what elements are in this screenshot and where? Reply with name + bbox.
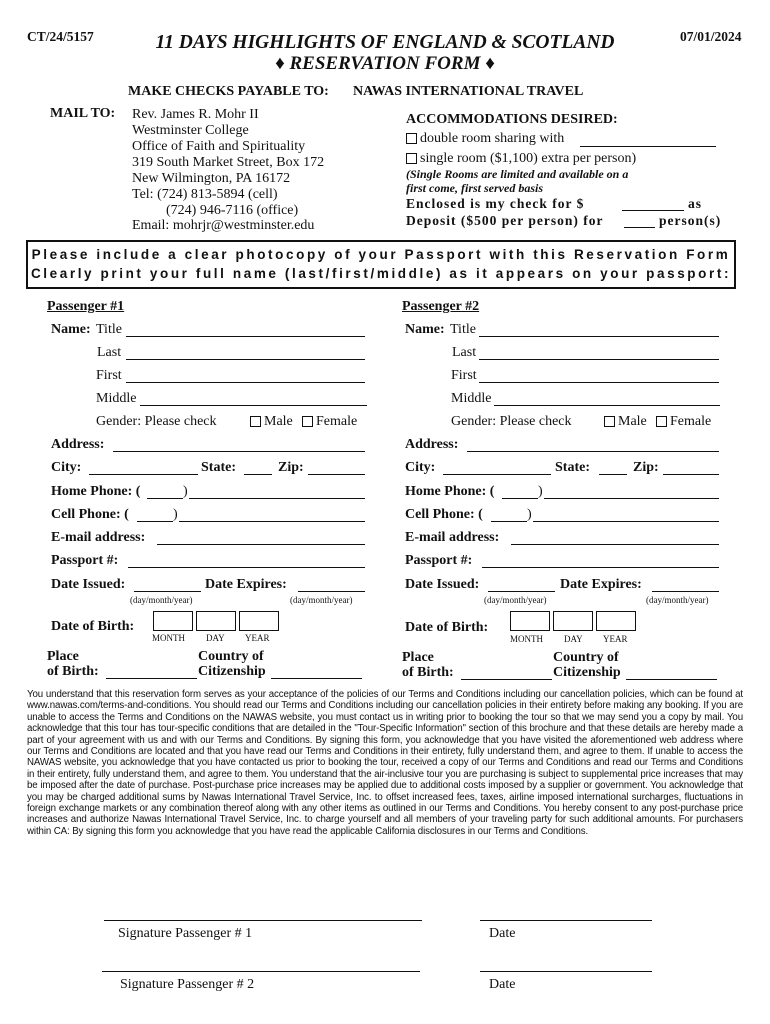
p1-dob-year-box[interactable]: [239, 611, 279, 631]
p2-cell-phone-field[interactable]: [533, 521, 719, 522]
payable-label: MAKE CHECKS PAYABLE TO:: [128, 84, 329, 99]
mail-line: 319 South Market Street, Box 172: [132, 155, 325, 170]
terms-paragraph: You understand that this reservation form serves as your acceptance of the policies of our Terms and Conditions including our cancellation policies, which can be found at www.nawas.com/terms-and-conditions. You should read our Terms and Conditions including our cancellation policies in their entirety before making any booking. If you are unable to access the Terms and Conditions on the NAWAS website, you must contact us in writing prior to booking the tour so that we may send you a copy by mail. You acknowledge that this tour has tour-specific conditions that are detailed in the "Tour-Specific Information" section of this brochure and that these details are hereby made a part of your agreement with us and with our Terms and Conditions. By signing this form, you acknowledge that you have visited the aforementioned web address where our Terms and Conditions are located and that you have read our Terms and Conditions in their entirety, fully understand them, and agree to them. If unable to access the NAWAS website, you acknowledge that you have contacted us prior to booking the tour, received a copy of our Terms and Conditions and read our Terms and Conditions in their entirety, fully understand them, and agree to them. You understand that the air-inclusive tour you are purchasing is subject to supplemental price increases that may be imposed after the date of purchase. Post-purchase price increases may be applied due to additional costs imposed by a supplier or government. You acknowledge that you may be charged additional sums by Nawas International Travel Service, Inc. to offset increased fees, taxes, airline imposed international surcharges, fluctuations in foreign exchange markets or any combination thereof along with any other items as outlined in our Terms and Conditions. You hereby consent to any post-purchase price increases and authorize Nawas International Travel Service, Inc. to charge yourself and all members of your traveling party for such additional amounts. For purchasers within CA: By signing this form you acknowledge that you have read the applicable California disclosures in our Terms and Conditions.: [27, 689, 743, 837]
p1-home-area-code[interactable]: [147, 498, 183, 499]
state-label: State:: [555, 460, 590, 475]
p2-citizenship-field[interactable]: [626, 679, 717, 680]
address-label: Address:: [405, 437, 459, 452]
checkbox[interactable]: [656, 416, 667, 427]
citizenship-label: Citizenship: [198, 664, 266, 679]
persons-count-field[interactable]: [624, 227, 655, 228]
p1-email-field[interactable]: [157, 544, 365, 545]
year-label: YEAR: [603, 634, 628, 644]
p1-dob-day-box[interactable]: [196, 611, 236, 631]
state-label: State:: [201, 460, 236, 475]
name-label: Name:: [51, 322, 91, 337]
dob-label: Date of Birth:: [405, 620, 489, 635]
page-subtitle: ♦ RESERVATION FORM ♦: [275, 53, 495, 74]
single-room-note: (Single Rooms are limited and available on a: [406, 167, 629, 181]
passenger1-heading: Passenger #1: [47, 299, 125, 314]
p1-cell-phone-field[interactable]: [179, 521, 365, 522]
middle-label: Middle: [451, 391, 492, 406]
p1-state-field[interactable]: [244, 474, 272, 475]
date-expires-label: Date Expires:: [560, 577, 642, 592]
citizenship-label: Citizenship: [553, 665, 621, 680]
of-birth-label: of Birth:: [402, 665, 454, 680]
middle-label: Middle: [96, 391, 137, 406]
checkbox[interactable]: [406, 133, 417, 144]
address-label: Address:: [51, 437, 105, 452]
month-label: MONTH: [510, 634, 543, 644]
country-of-label: Country of: [553, 650, 619, 665]
place-label: Place: [402, 650, 434, 665]
p1-zip-field[interactable]: [308, 474, 365, 475]
p2-city-field[interactable]: [443, 474, 551, 475]
p2-dob-year-box[interactable]: [596, 611, 636, 631]
p2-dob-day-box[interactable]: [553, 611, 593, 631]
checkbox[interactable]: [406, 153, 417, 164]
single-room-note: first come, first served basis: [406, 181, 543, 195]
p1-city-field[interactable]: [89, 474, 198, 475]
p2-first-field[interactable]: [479, 382, 719, 383]
p2-email-field[interactable]: [511, 544, 719, 545]
dmy-hint: (day/month/year): [484, 595, 547, 605]
signature1-label: Signature Passenger # 1: [118, 926, 253, 941]
p1-middle-field[interactable]: [140, 405, 367, 406]
p1-address-field[interactable]: [113, 451, 365, 452]
deposit-label: Deposit ($500 per person) for: [406, 213, 604, 228]
email-label: E-mail address:: [405, 530, 500, 545]
date1-line[interactable]: [480, 920, 652, 921]
title-label: Title: [96, 322, 122, 337]
p1-female-option[interactable]: Female: [302, 414, 357, 430]
p2-female-option[interactable]: Female: [656, 414, 711, 430]
passport-notice-line2: Clearly print your full name (last/first/middle) as it appears on your passport:: [30, 266, 732, 281]
passport-notice: [26, 240, 736, 289]
p2-male-option[interactable]: Male: [604, 414, 647, 430]
p2-date-issued-field[interactable]: [488, 591, 555, 592]
check-amount-field[interactable]: [622, 210, 684, 211]
deposit-persons: person(s): [659, 213, 722, 228]
city-label: City:: [405, 460, 436, 475]
mail-to-label: MAIL TO:: [50, 106, 116, 121]
home-phone-label: Home Phone: (: [51, 484, 141, 499]
date-issued-label: Date Issued:: [405, 577, 480, 592]
double-room-field[interactable]: [580, 146, 716, 147]
passenger2-heading: Passenger #2: [402, 299, 480, 314]
p1-first-field[interactable]: [126, 382, 365, 383]
mail-line: (724) 946-7116 (office): [166, 203, 299, 218]
p2-dob-month-box[interactable]: [510, 611, 550, 631]
p2-last-field[interactable]: [479, 359, 719, 360]
paren: ): [173, 507, 178, 522]
last-label: Last: [97, 345, 122, 360]
p1-date-issued-field[interactable]: [134, 591, 201, 592]
gender-label: Gender: Please check: [96, 414, 217, 429]
zip-label: Zip:: [278, 460, 304, 475]
signature2-line[interactable]: [102, 971, 420, 972]
p1-male-option[interactable]: Male: [250, 414, 293, 430]
date-issued-label: Date Issued:: [51, 577, 126, 592]
dob-label: Date of Birth:: [51, 619, 135, 634]
checkbox[interactable]: [250, 416, 261, 427]
mail-line: Office of Faith and Spirituality: [132, 139, 306, 154]
p1-last-field[interactable]: [126, 359, 365, 360]
p2-home-phone-field[interactable]: [544, 498, 719, 499]
paren: ): [183, 484, 188, 499]
gender-label: Gender: Please check: [451, 414, 572, 429]
p1-date-expires-field[interactable]: [298, 591, 365, 592]
p2-date-expires-field[interactable]: [652, 591, 719, 592]
last-label: Last: [452, 345, 477, 360]
email-label: E-mail address:: [51, 530, 146, 545]
double-room-option[interactable]: double room sharing with: [406, 131, 564, 147]
date2-line[interactable]: [480, 971, 652, 972]
p2-middle-field[interactable]: [494, 405, 720, 406]
title-label: Title: [450, 322, 476, 337]
p2-place-of-birth-field[interactable]: [461, 679, 552, 680]
of-birth-label: of Birth:: [47, 664, 99, 679]
enclosed-label: Enclosed is my check for $: [406, 196, 585, 211]
date-expires-label: Date Expires:: [205, 577, 287, 592]
mail-line: Email: mohrjr@westminster.edu: [132, 218, 315, 233]
first-label: First: [96, 368, 122, 383]
mail-line: New Wilmington, PA 16172: [132, 171, 291, 186]
dmy-hint: (day/month/year): [290, 595, 353, 605]
first-label: First: [451, 368, 477, 383]
single-room-option[interactable]: single room ($1,100) extra per person): [406, 151, 636, 167]
p2-title-field[interactable]: [479, 336, 719, 337]
enclosed-as: as: [688, 196, 703, 211]
p2-passport-field[interactable]: [482, 567, 719, 568]
passport-notice-line1: Please include a clear photocopy of your Passport with this Reservation Form: [31, 247, 731, 262]
year-label: YEAR: [245, 633, 270, 643]
paren: ): [527, 507, 532, 522]
dmy-hint: (day/month/year): [130, 595, 193, 605]
checkbox[interactable]: [604, 416, 615, 427]
mail-line: Rev. James R. Mohr II: [132, 107, 259, 122]
p1-title-field[interactable]: [126, 336, 365, 337]
payable-to: NAWAS INTERNATIONAL TRAVEL: [353, 84, 584, 99]
city-label: City:: [51, 460, 82, 475]
home-phone-label: Home Phone: (: [405, 484, 495, 499]
day-label: DAY: [206, 633, 225, 643]
mail-line: Tel: (724) 813-5894 (cell): [132, 187, 278, 202]
day-label: DAY: [564, 634, 583, 644]
p2-address-field[interactable]: [467, 451, 719, 452]
p1-citizenship-field[interactable]: [271, 678, 362, 679]
p2-state-field[interactable]: [599, 474, 627, 475]
p1-home-phone-field[interactable]: [189, 498, 365, 499]
cell-phone-label: Cell Phone: (: [405, 507, 483, 522]
signature2-label: Signature Passenger # 2: [120, 977, 255, 992]
cell-phone-label: Cell Phone: (: [51, 507, 129, 522]
p2-home-area-code[interactable]: [502, 498, 538, 499]
name-label: Name:: [405, 322, 445, 337]
p2-cell-area-code[interactable]: [491, 521, 527, 522]
p1-dob-month-box[interactable]: [153, 611, 193, 631]
p1-cell-area-code[interactable]: [137, 521, 173, 522]
zip-label: Zip:: [633, 460, 659, 475]
country-of-label: Country of: [198, 649, 264, 664]
page-title: 11 DAYS HIGHLIGHTS OF ENGLAND & SCOTLAND: [155, 32, 615, 53]
p2-zip-field[interactable]: [663, 474, 719, 475]
p1-place-of-birth-field[interactable]: [106, 678, 197, 679]
paren: ): [538, 484, 543, 499]
date2-label: Date: [489, 977, 516, 992]
signature1-line[interactable]: [104, 920, 422, 921]
dmy-hint: (day/month/year): [646, 595, 709, 605]
date1-label: Date: [489, 926, 516, 941]
passport-label: Passport #:: [51, 553, 119, 568]
accommodations-heading: ACCOMMODATIONS DESIRED:: [406, 112, 618, 127]
place-label: Place: [47, 649, 79, 664]
month-label: MONTH: [152, 633, 185, 643]
p1-passport-field[interactable]: [128, 567, 365, 568]
passport-label: Passport #:: [405, 553, 473, 568]
checkbox[interactable]: [302, 416, 313, 427]
form-date: 07/01/2024: [680, 29, 742, 44]
mail-line: Westminster College: [132, 123, 249, 138]
form-code: CT/24/5157: [27, 29, 94, 44]
